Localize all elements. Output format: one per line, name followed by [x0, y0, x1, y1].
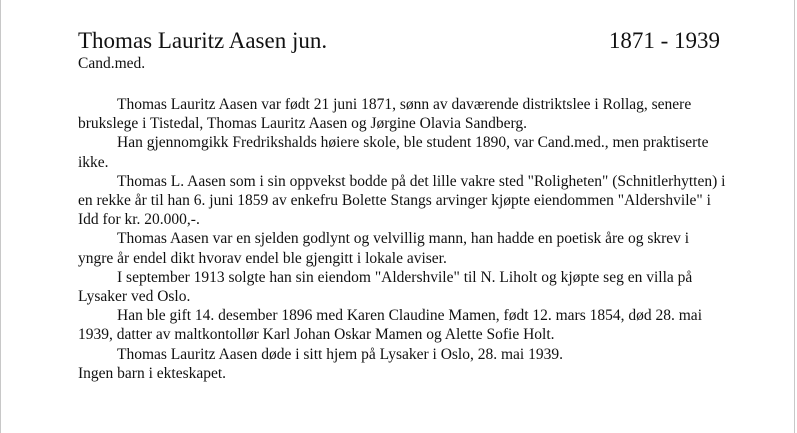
- paragraph-marriage: Han ble gift 14. desember 1896 med Karen Claudine Mamen, født 12. mars 1854, død 28. mai 1939, datter av maltkontollør Karl Johan Oskar Mamen og Alette Sofie Holt.: [78, 307, 702, 344]
- paragraph-birth: Thomas Lauritz Aasen var født 21 juni 1871, sønn av daværende distriktslee i Rollag, senere brukslege i Tistedal, Thomas Lauritz Aasen og Jørgine Olavia Sandberg.: [78, 96, 692, 133]
- paragraph-death: Thomas Lauritz Aasen døde i sitt hjem på Lysaker i Oslo, 28. mai 1939.: [117, 345, 563, 363]
- person-name: Thomas Lauritz Aasen jun.: [78, 28, 328, 53]
- paragraph-education: Han gjennomgikk Fredrikshalds høiere skole, ble student 1890, var Cand.med., men praktiserte ikke.: [78, 134, 709, 171]
- life-years: 1871 - 1939: [608, 28, 720, 53]
- biography-text: [78, 95, 728, 383]
- paragraph-property: Thomas L. Aasen som i sin oppvekst bodde på det lille vakre sted "Roligheten" (Schnitlerhytten) i en rekke år til han 6. juni 1859 av enkefru Bolette Stangs arvinger kjøpte eiendommen "Aldershvile" i Idd for kr. 20.000,-.: [78, 172, 726, 229]
- paragraph-character: Thomas Aasen var en sjelden godlynt og velvillig mann, han hadde en poetisk åre og skrev i yngre år endel dikt hvorav endel ble gjengitt i lokale aviser.: [78, 230, 690, 267]
- paragraph-sale: I september 1913 solgte han sin eiendom "Aldershvile" til N. Liholt og kjøpte seg en villa på Lysaker ved Oslo.: [78, 268, 693, 306]
- paragraph-children: Ingen barn i ekteskapet.: [78, 364, 227, 382]
- title-row: [78, 26, 720, 56]
- person-title: Cand.med.: [78, 55, 146, 72]
